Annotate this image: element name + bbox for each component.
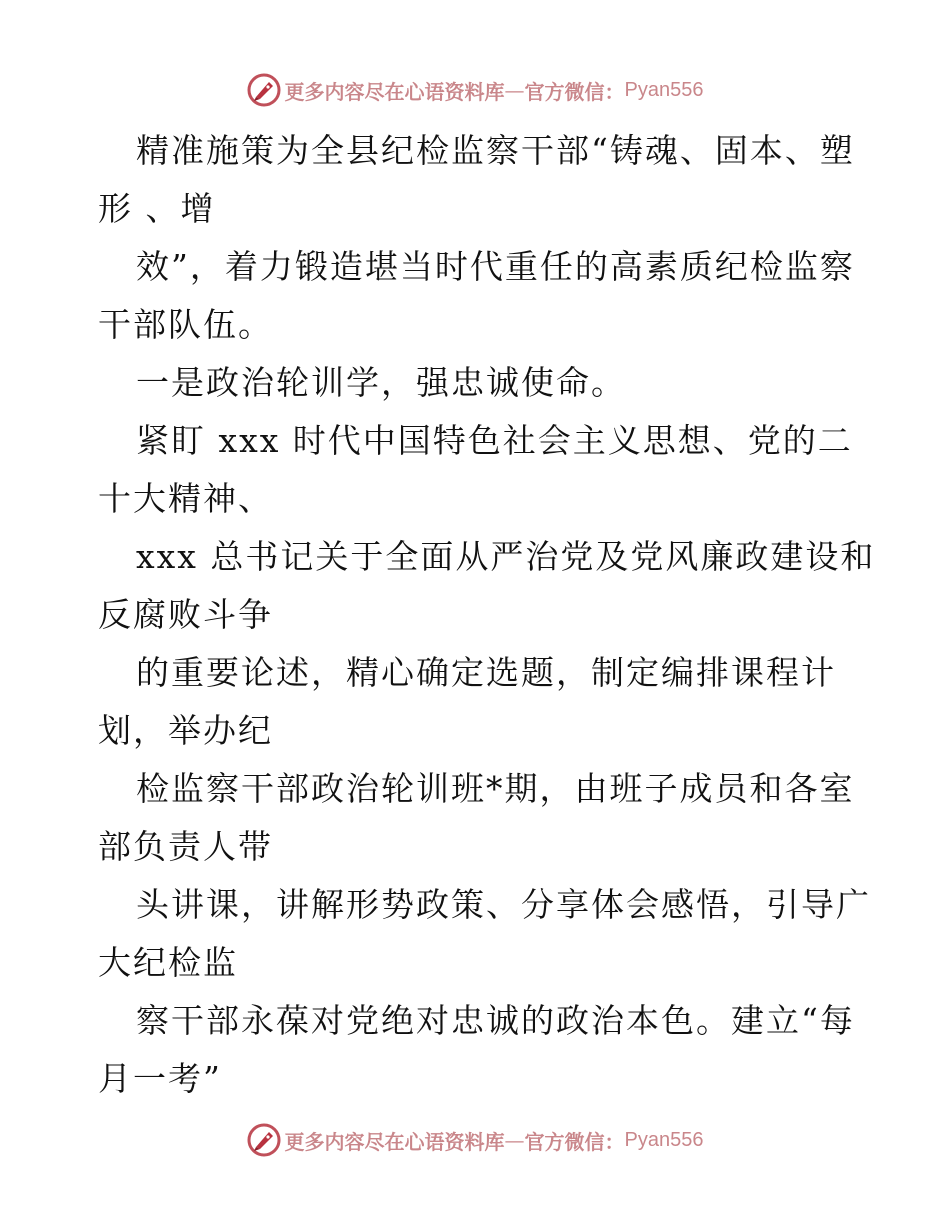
body-line: 大纪检监 xyxy=(98,943,238,982)
body-line: 效”，着力锻造堪当时代重任的高素质纪检监察 xyxy=(136,247,855,286)
footer-banner xyxy=(0,1120,950,1160)
body-line: 察干部永葆对党绝对忠诚的政治本色。建立“每 xyxy=(136,1001,855,1040)
banner-main-text: 更多内容尽在心语资料库 xyxy=(284,1129,505,1154)
body-line: 反腐败斗争 xyxy=(98,595,273,634)
body-line: xxx 总书记关于全面从严治党及党风廉政建设和 xyxy=(136,537,876,576)
banner-separator: — xyxy=(504,78,525,102)
body-line: 紧盯 xxx 时代中国特色社会主义思想、党的二 xyxy=(136,421,853,460)
body-line: 划，举办纪 xyxy=(98,711,273,750)
banner-label: 官方微信： xyxy=(524,79,625,104)
body-line: 精准施策为全县纪检监察干部“铸魂、固本、塑 xyxy=(136,131,855,170)
body-line: 干部队伍。 xyxy=(98,305,273,344)
body-line: 部负责人带 xyxy=(98,827,273,866)
banner-main-text: 更多内容尽在心语资料库 xyxy=(284,79,505,104)
body-line: 检监察干部政治轮训班*期，由班子成员和各室 xyxy=(136,769,855,808)
body-line: 形 、增 xyxy=(98,189,216,228)
body-line: 头讲课，讲解形势政策、分享体会感悟，引导广 xyxy=(136,885,871,924)
pen-nib-logo-icon xyxy=(247,73,281,107)
body-line: 的重要论述，精心确定选题，制定编排课程计 xyxy=(136,653,836,692)
body-line: 十大精神、 xyxy=(98,479,273,518)
document-body xyxy=(98,122,876,1108)
body-line: 月一考” xyxy=(98,1059,222,1098)
banner-wechat-id: Pyan556 xyxy=(624,1128,704,1151)
header-banner xyxy=(0,70,950,110)
banner-label: 官方微信： xyxy=(524,1129,625,1154)
body-line: 一是政治轮训学，强忠诚使命。 xyxy=(136,363,626,402)
pen-nib-logo-icon xyxy=(247,1123,281,1157)
banner-separator: — xyxy=(504,1128,525,1152)
banner-wechat-id: Pyan556 xyxy=(624,78,704,101)
